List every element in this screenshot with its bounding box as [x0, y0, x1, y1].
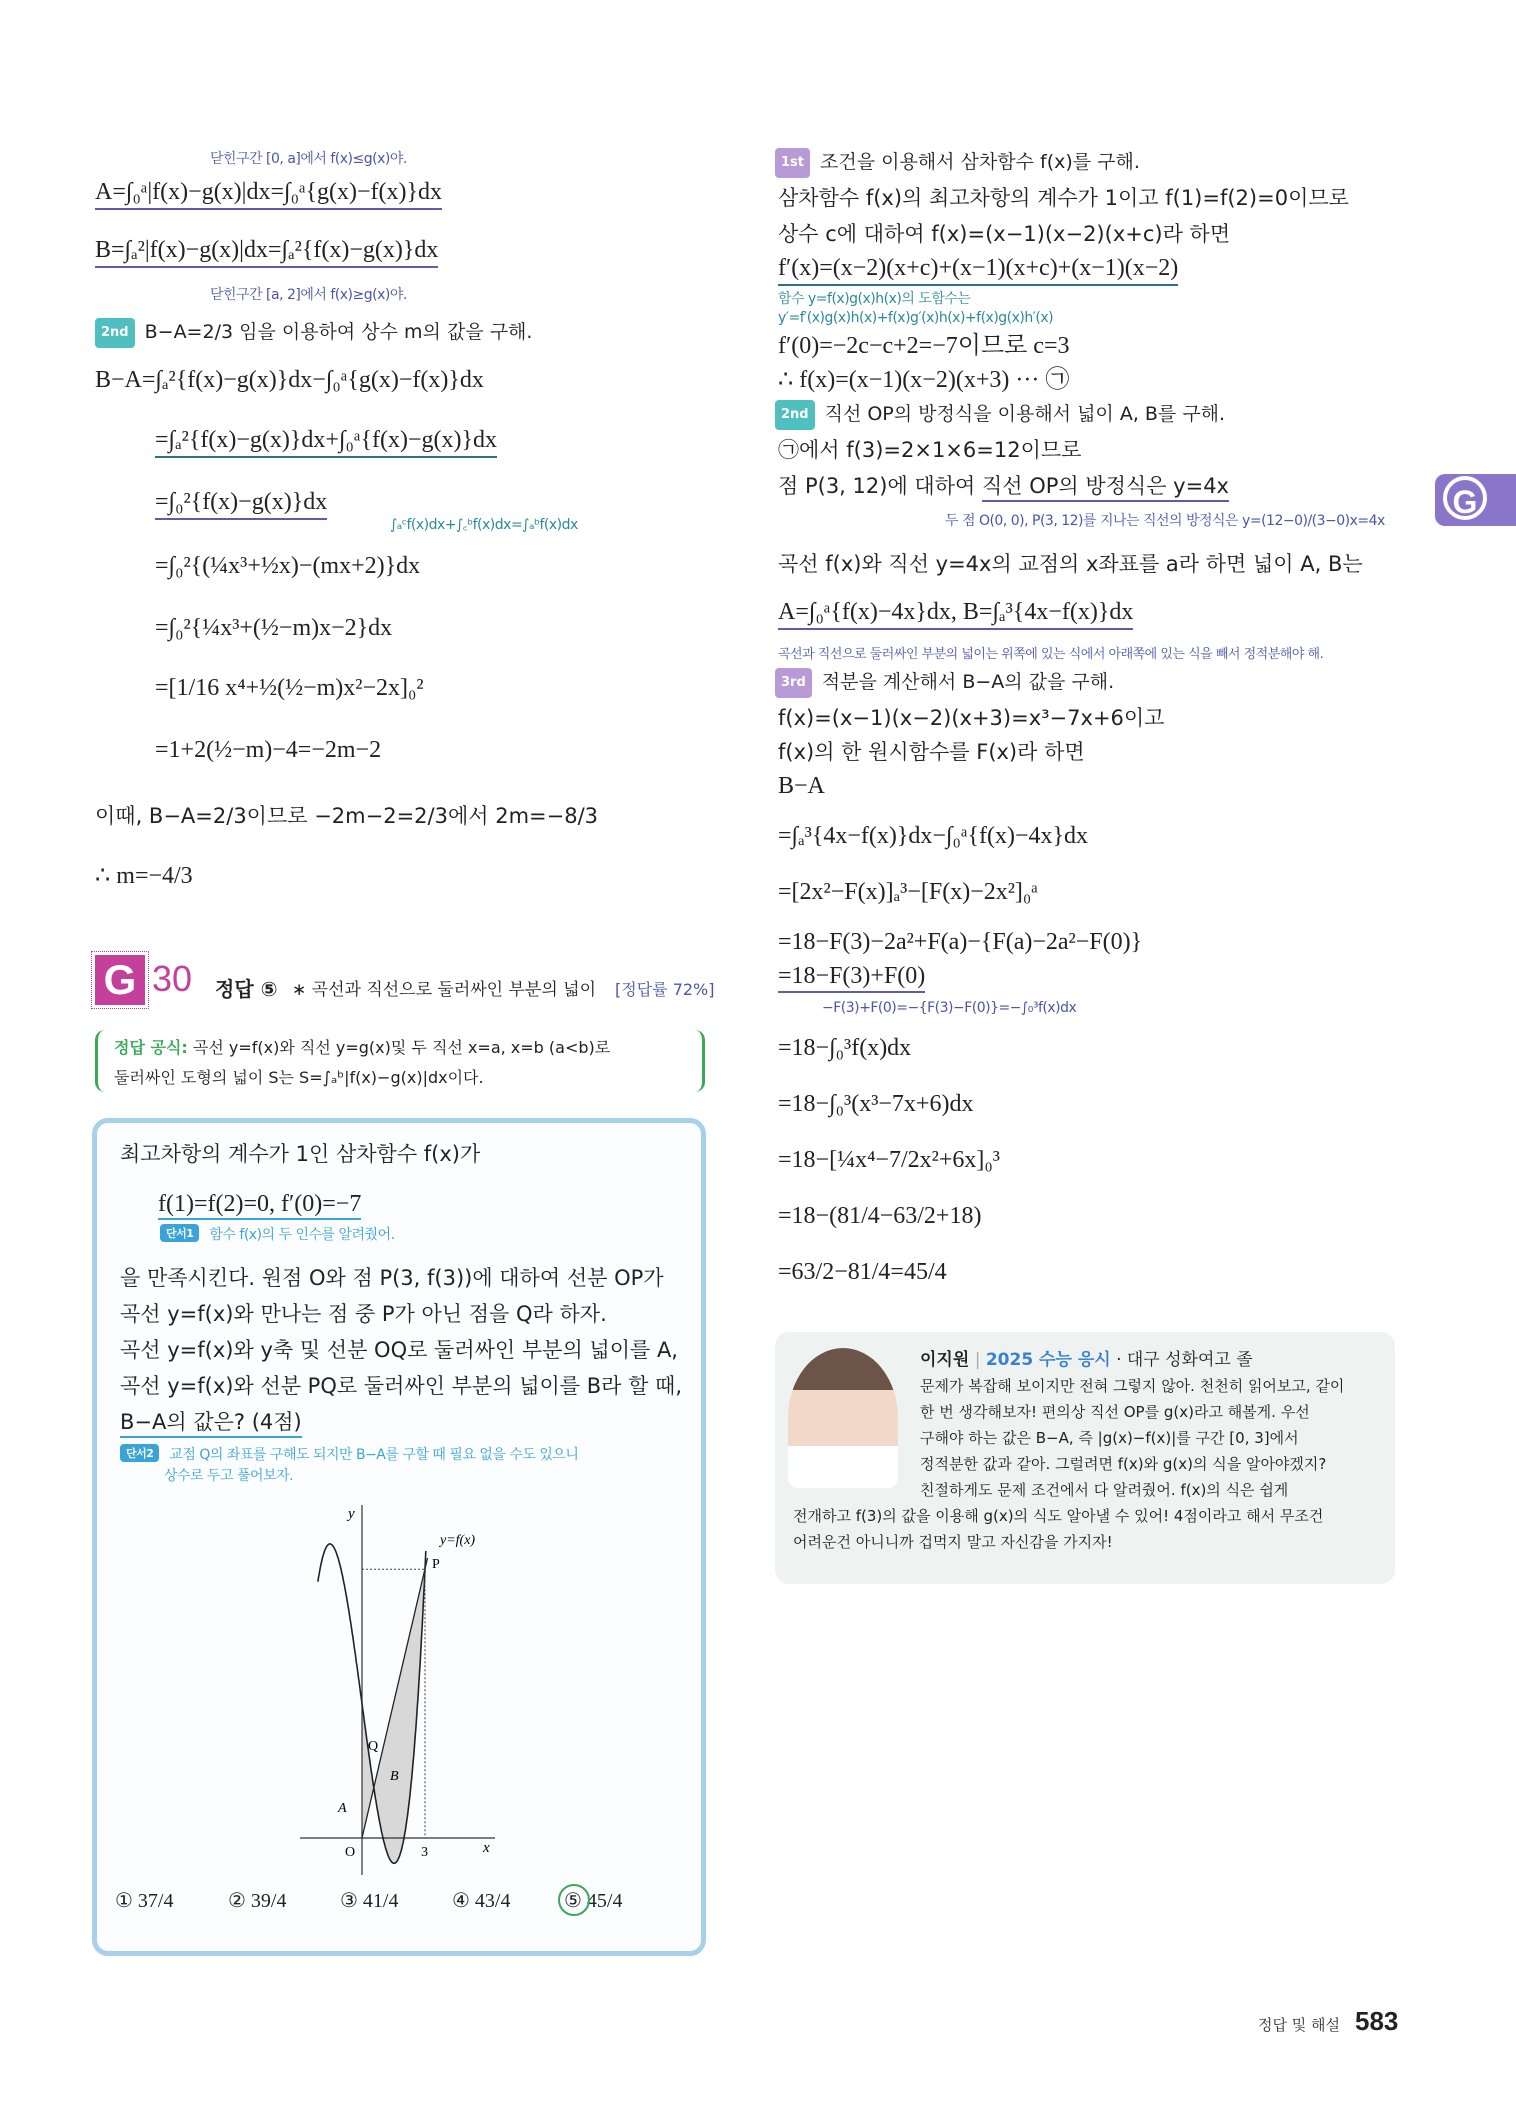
- hint2: [120, 1444, 578, 1464]
- section-badge: G: [95, 955, 145, 1005]
- solution-line: A=∫₀ᵃ{f(x)−4x}dx, B=∫ₐ³{4x−f(x)}dx: [778, 598, 1133, 630]
- shaded-region: [362, 1569, 425, 1863]
- solution-line: 삼차함수 f(x)의 최고차항의 계수가 1이고 f(1)=f(2)=0이므로: [778, 186, 1349, 210]
- problem-body: 곡선 y=f(x)와 만나는 점 중 P가 아닌 점을 Q라 하자.: [120, 1302, 607, 1326]
- problem-question: B−A의 값은? (4점): [120, 1408, 302, 1438]
- conclusion-line: 이때, B−A=2/3이므로 −2m−2=2/3에서 2m=−8/3: [95, 804, 599, 828]
- annotation-interval-a: 닫힌구간 [0, a]에서 f(x)≤g(x)야.: [210, 151, 407, 167]
- testimonial-line: 전개하고 f(3)의 값을 이용해 g(x)의 식도 알아낼 수 있어! 4점이라고 해서 무조건: [793, 1507, 1324, 1525]
- solution-line: f′(0)=−2c−c+2=−7이므로 c=3: [778, 333, 1070, 359]
- math-line: =∫₀²{¼x³+(½−m)x−2}dx: [155, 615, 393, 641]
- problem-body: 을 만족시킨다. 원점 O와 점 P(3, f(3))에 대하여 선분 OP가: [120, 1266, 664, 1290]
- solution-line: [778, 472, 1229, 500]
- chapter-tab[interactable]: [1435, 474, 1516, 526]
- problem-body: 곡선 y=f(x)와 y축 및 선분 OQ로 둘러싸인 부분의 넓이를 A,: [120, 1338, 678, 1362]
- solution-line: =[2x²−F(x)]ₐ³−[F(x)−2x²]₀ᵃ: [778, 879, 1038, 905]
- formula-box: [95, 1030, 705, 1092]
- math-line: =1+2(½−m)−4=−2m−2: [155, 737, 382, 763]
- testimonial-line: 문제가 복잡해 보이지만 전혀 그렇지 않아. 천천히 읽어보고, 같이: [920, 1377, 1345, 1395]
- solution-line: =18−(81/4−63/2+18): [778, 1203, 982, 1229]
- selected-circle-icon: [558, 1884, 590, 1916]
- answer-label: 정답 ⑤: [215, 977, 278, 1001]
- problem-topic: ∗ 곡선과 직선으로 둘러싸인 부분의 넓이: [292, 980, 597, 1000]
- equation-A: A=∫₀ᵃ|f(x)−g(x)|dx=∫₀ᵃ{g(x)−f(x)}dx: [95, 178, 442, 210]
- author-exam: 2025 수능 응시: [985, 1350, 1111, 1370]
- choice-2[interactable]: ② 39/4: [228, 1890, 287, 1912]
- solution-line: =63/2−81/4=45/4: [778, 1259, 947, 1285]
- step-badge: 2nd: [775, 400, 815, 430]
- step3-heading: [775, 668, 1114, 698]
- testimonial-line: 어려운건 아니니까 겁먹지 말고 자신감을 가지자!: [793, 1533, 1113, 1551]
- math-line: =[1/16 x⁴+½(½−m)x²−2x]₀²: [155, 675, 424, 701]
- solution-line: =18−∫₀³f(x)dx: [778, 1035, 912, 1061]
- math-line: =∫ₐ²{f(x)−g(x)}dx+∫₀ᵃ{f(x)−g(x)}dx: [155, 426, 497, 458]
- choice-4[interactable]: ④ 43/4: [452, 1890, 511, 1912]
- step1-heading: [775, 148, 1140, 178]
- x-axis-label: x: [483, 1840, 490, 1856]
- annotation-product-rule-formula: y′=f′(x)g(x)h(x)+f(x)g′(x)h(x)+f(x)g(x)h′(x): [778, 310, 1054, 326]
- solution-line: 상수 c에 대하여 f(x)=(x−1)(x−2)(x+c)라 하면: [778, 222, 1231, 246]
- step-title: 직선 OP의 방정식을 이용해서 넓이 A, B를 구해.: [824, 403, 1226, 425]
- solution-line: ∴ f(x)=(x−1)(x−2)(x+3) ··· ㉠: [778, 367, 1070, 393]
- step-title: 조건을 이용해서 삼차함수 f(x)를 구해.: [820, 151, 1140, 173]
- y-axis-label: y: [348, 1506, 355, 1522]
- testimonial-line: 구해야 하는 값은 B−A, 즉 |g(x)−f(x)|를 구간 [0, 3]에서: [920, 1429, 1299, 1447]
- step2-heading: [95, 318, 532, 348]
- solution-line: =∫ₐ³{4x−f(x)}dx−∫₀ᵃ{f(x)−4x}dx: [778, 823, 1089, 849]
- choice-1[interactable]: ① 37/4: [115, 1890, 174, 1912]
- math-line: =∫₀²{f(x)−g(x)}dx: [155, 488, 327, 520]
- solution-line: f′(x)=(x−2)(x+c)+(x−1)(x+c)+(x−1)(x−2): [778, 254, 1178, 286]
- annotation-product-rule: 함수 y=f(x)g(x)h(x)의 도함수는: [778, 291, 971, 307]
- step-badge: 2nd: [95, 318, 135, 348]
- region-B-label: B: [390, 1769, 399, 1784]
- region-A-label: A: [338, 1801, 347, 1816]
- solution-line: 곡선 f(x)와 직선 y=4x의 교점의 x좌표를 a라 하면 넓이 A, B는: [778, 552, 1363, 576]
- solution-line: f(x)=(x−1)(x−2)(x+3)=x³−7x+6이고: [778, 706, 1165, 730]
- testimonial-line: 친절하게도 문제 조건에서 다 알려줬어. f(x)의 식은 쉽게: [920, 1481, 1289, 1499]
- author-name: 이지원: [920, 1350, 970, 1370]
- hint-badge: 단서1: [160, 1224, 199, 1242]
- underlined-text: 직선 OP의 방정식은 y=4x: [982, 474, 1229, 502]
- step2-heading: [775, 400, 1225, 430]
- problem-number: 30: [152, 958, 193, 999]
- hint-badge: 단서2: [120, 1444, 159, 1462]
- author-school: · 대구 성화여고 졸: [1116, 1350, 1253, 1370]
- origin-label: O: [345, 1845, 356, 1860]
- point-Q-label: Q: [368, 1739, 379, 1754]
- choice-label: ⑤ 45/4: [564, 1890, 623, 1912]
- choice-3[interactable]: ③ 41/4: [340, 1890, 399, 1912]
- math-line: B−A=∫ₐ²{f(x)−g(x)}dx−∫₀ᵃ{g(x)−f(x)}dx: [95, 367, 484, 393]
- formula-text: 곡선 y=f(x)와 직선 y=g(x)및 두 직선 x=a, x=b (a<b)로: [192, 1038, 611, 1057]
- formula-line1: [114, 1034, 610, 1062]
- step-title: B−A=2/3 임을 이용하여 상수 m의 값을 구해.: [144, 321, 533, 343]
- testimonial-line: 한 번 생각해보자! 편의상 직선 OP를 g(x)라고 해볼게. 우선: [920, 1403, 1310, 1421]
- annotation-F: −F(3)+F(0)=−{F(3)−F(0)}=−∫₀³f(x)dx: [822, 1000, 1077, 1016]
- x-tick-3: 3: [421, 1845, 428, 1860]
- step-badge: 3rd: [775, 668, 812, 698]
- solution-line: f(x)의 한 원시함수를 F(x)라 하면: [778, 740, 1085, 764]
- curve-label: y=f(x): [440, 1533, 476, 1548]
- point-P-label: P: [432, 1557, 440, 1572]
- hint-text: 교점 Q의 좌표를 구해도 되지만 B−A를 구할 때 필요 없을 수도 있으니: [169, 1447, 579, 1463]
- formula-label: 정답 공식:: [114, 1038, 188, 1057]
- testimonial-author: 이지원 | 2025 수능 응시 · 대구 성화여고 졸: [920, 1350, 1253, 1370]
- annotation-interval-b: 닫힌구간 [a, 2]에서 f(x)≥g(x)야.: [210, 287, 407, 303]
- conclusion-m: ∴ m=−4/3: [95, 863, 193, 889]
- solution-line: [778, 962, 925, 990]
- function-graph: [300, 1500, 500, 1880]
- annotation-line-equation: 두 점 O(0, 0), P(3, 12)를 지나는 직선의 방정식은 y=(12−0)/(3−0)x=4x: [945, 513, 1385, 529]
- solution-line: =18−[¼x⁴−7/2x²+6x]₀³: [778, 1147, 1000, 1173]
- student-photo: [788, 1348, 898, 1488]
- page-number: 583: [1355, 2006, 1399, 2036]
- problem-condition: f(1)=f(2)=0, f′(0)=−7: [158, 1190, 361, 1220]
- hint2-cont: 상수로 두고 풀어보자.: [164, 1468, 294, 1484]
- footer-label: 정답 및 해설: [1258, 2016, 1340, 2034]
- solution-line: ㉠에서 f(3)=2×1×6=12이므로: [778, 438, 1082, 462]
- equation-B: B=∫ₐ²|f(x)−g(x)|dx=∫ₐ²{f(x)−g(x)}dx: [95, 236, 438, 268]
- annotation-integral-property: ∫ₐᶜf(x)dx+∫꜀ᵇf(x)dx=∫ₐᵇf(x)dx: [390, 517, 578, 533]
- choice-5-selected[interactable]: [564, 1888, 623, 1913]
- hint-text: 함수 f(x)의 두 인수를 알려줬어.: [209, 1227, 395, 1243]
- step-title: 적분을 계산해서 B−A의 값을 구해.: [821, 671, 1115, 693]
- solution-line: =18−∫₀³(x³−7x+6)dx: [778, 1091, 974, 1117]
- text: 점 P(3, 12)에 대하여: [778, 474, 982, 498]
- problem-body: 곡선 y=f(x)와 선분 PQ로 둘러싸인 부분의 넓이를 B라 할 때,: [120, 1374, 683, 1398]
- annotation-area-rule: 곡선과 직선으로 둘러싸인 부분의 넓이는 위쪽에 있는 식에서 아래쪽에 있는 식을 빼서 정적분해야 해.: [778, 647, 1324, 662]
- formula-line2: 둘러싸인 도형의 넓이 S는 S=∫ₐᵇ|f(x)−g(x)|dx이다.: [114, 1068, 484, 1087]
- chapter-tab-letter: G: [1443, 476, 1487, 520]
- math-line: =∫₀²{(¼x³+½x)−(mx+2)}dx: [155, 553, 421, 579]
- text: =18−F(3)+F(0): [778, 963, 925, 993]
- step-badge: 1st: [775, 148, 810, 178]
- solution-line: B−A: [778, 773, 825, 799]
- correct-rate: [정답률 72%]: [615, 980, 715, 999]
- problem-intro: 최고차항의 계수가 1인 삼차함수 f(x)가: [120, 1142, 481, 1166]
- testimonial-line: 정적분한 값과 같아. 그럴려면 f(x)와 g(x)의 식을 알아야겠지?: [920, 1455, 1327, 1473]
- hint1: [160, 1224, 395, 1244]
- solution-line: =18−F(3)−2a²+F(a)−{F(a)−2a²−F(0)}: [778, 929, 1143, 955]
